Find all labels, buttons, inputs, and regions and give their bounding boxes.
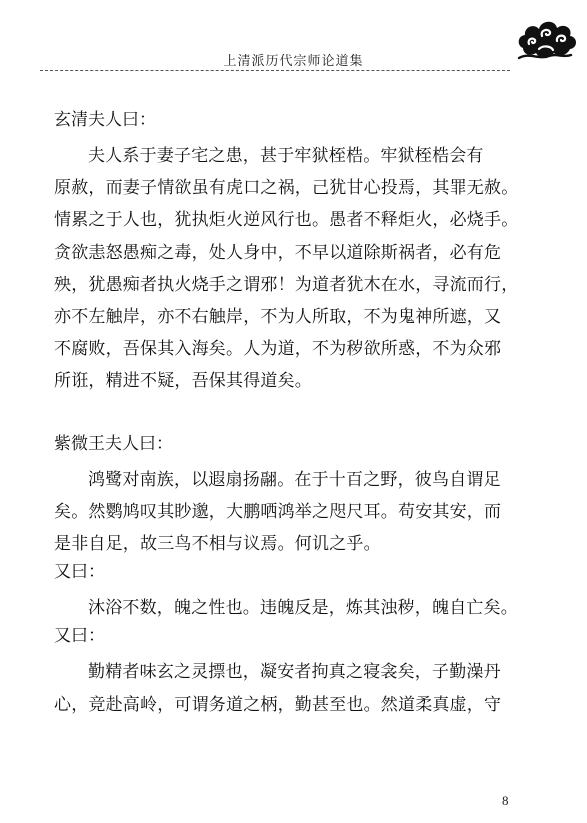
body-paragraph: 鸿鹭对南族，以遐扇扬翮。在于十百之野，彼鸟自谓足 矣。然鹦鸠叹其眇邈，大鹏哂鸿举之咫尺耳。苟安其安，而 是非自足，故三鸟不相与议焉。何讥之乎。 bbox=[54, 469, 502, 555]
section-spacer bbox=[54, 398, 534, 432]
running-header-title: 上清派历代宗师论道集 bbox=[223, 54, 364, 69]
cloud-scroll-icon bbox=[515, 8, 579, 64]
speaker-heading: 又曰： bbox=[54, 626, 105, 647]
body-paragraph: 夫人系于妻子宅之患，甚于牢狱桎梏。牢狱桎梏会有 原赦，而妻子情欲虽有虎口之祸，己犹甘心投焉，其罪无赦。 情累之于人也，犹执炬火逆风行也。愚者不释炬火，必烧手。 贪欲恚怒愚痴之毒，处人身中，不早以道除斯祸者，必有危 殃，犹愚痴者执火烧手之谓邪！为道者犹木在水，寻流而行， 亦不左触岸，亦不右触岸，不为人所取，不为鬼神所遮，又 不腐败，吾保其入海矣。人为道，不为秽欲所惑，不为众邪 所诳，精进不疑，吾保其得道矣。 bbox=[54, 146, 519, 392]
speaker-heading: 紫微王夫人曰： bbox=[54, 433, 173, 454]
document-body bbox=[54, 108, 534, 721]
page-number: 8 bbox=[502, 793, 509, 808]
body-paragraph: 沐浴不数，魄之性也。违魄反是，炼其浊秽，魄自亡矣。 bbox=[88, 598, 518, 619]
speaker-heading: 玄清夫人曰： bbox=[54, 110, 156, 130]
header-divider bbox=[40, 70, 510, 71]
speaker-heading: 又曰： bbox=[54, 562, 105, 583]
body-paragraph: 勤精者味玄之灵摽也，凝安者拘真之寝衾矣，子勤澡丹 心，竞赴高岭，可谓务道之柄，勤甚至也。然道柔真虚，守 bbox=[54, 662, 502, 715]
